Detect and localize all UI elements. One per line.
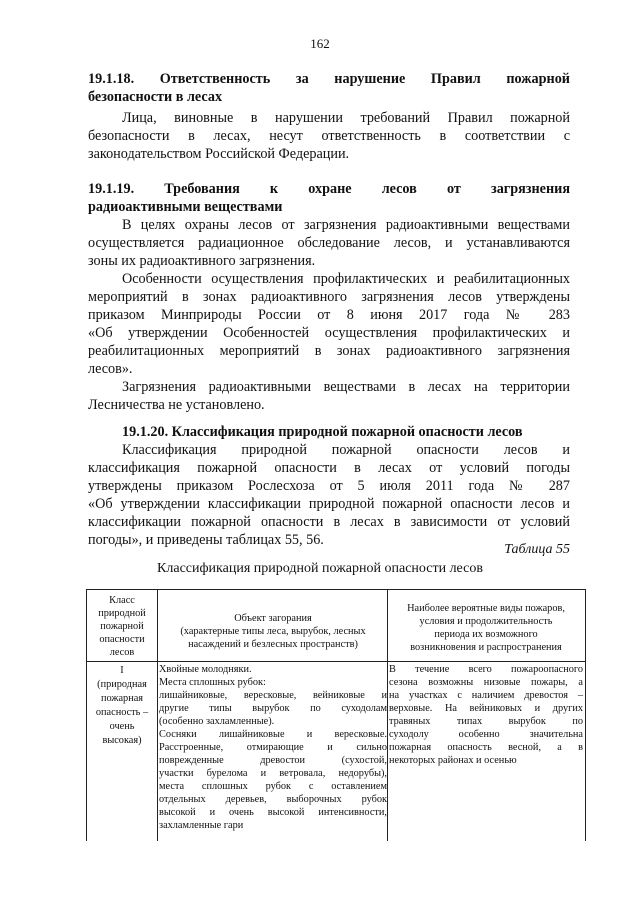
header-class-line: пожарной (100, 621, 144, 632)
fires-cell-line: суходолу особенно значительна (389, 729, 583, 740)
object-cell-line: другие типы вырубок по суходолам (159, 703, 387, 714)
section-heading-19-1-19-line-2: радиоактивными веществами (88, 199, 283, 215)
paragraph-line: безопасности в лесах, несут ответственность в соответствии с (88, 128, 570, 144)
header-object-line: насаждений и безлесных пространств) (188, 639, 358, 650)
object-cell-line: (особенно захламленные). (159, 716, 275, 727)
section-heading-19-1-18-line-2: безопасности в лесах (88, 89, 223, 105)
paragraph-line: классификация пожарной опасности в лесах от условий погоды (88, 460, 570, 476)
column-divider (387, 590, 388, 841)
class-cell-line: I (120, 665, 124, 676)
object-cell-line: Хвойные молодняки. (159, 664, 252, 675)
class-cell-line: очень (109, 721, 135, 732)
object-cell-line: высокой и очень высокой интенсивности, (159, 807, 387, 818)
header-class-line: природной (98, 608, 146, 619)
paragraph-line: «Об утверждении классификации природной пожарной опасности лесов и (88, 496, 570, 512)
paragraph-line: лесов». (88, 361, 133, 377)
paragraph-line: приказом Минприроды России от 8 июня 2017 года № 283 (88, 307, 570, 323)
header-class-line: Класс (109, 595, 135, 606)
class-cell-line: опасность – (95, 707, 149, 718)
paragraph-line: зоны их радиоактивного загрязнения. (88, 253, 316, 269)
object-cell-line: участки бурелома и ветровала, недорубы), (159, 768, 387, 779)
section-heading-19-1-19-line-1: 19.1.19. Требования к охране лесов от загрязнения (88, 181, 570, 197)
paragraph-line: В целях охраны лесов от загрязнения радиоактивными веществами (122, 217, 570, 233)
header-fires-line: Наиболее вероятные виды пожаров, (407, 603, 565, 614)
object-cell-line: Места сплошных рубок: (159, 677, 266, 688)
object-cell-line: отдельных деревьев, выборочных рубок (159, 794, 387, 805)
section-heading-19-1-20: 19.1.20. Классификация природной пожарной опасности лесов (122, 424, 523, 440)
paragraph-line: законодательством Российской Федерации. (88, 146, 350, 162)
object-cell-line: поврежденные древостои (сухостой, (159, 755, 387, 766)
fires-cell-line: верховые. На вейниковых и других (389, 703, 583, 714)
header-fires-line: возникновения и распространения (410, 642, 562, 653)
paragraph-line: Классификация природной пожарной опасности лесов и (122, 442, 570, 458)
page-number: 162 (310, 36, 330, 51)
class-cell-line: пожарная (100, 693, 144, 704)
object-cell-line: Сосняки лишайниковые и вересковые. (159, 729, 387, 740)
class-cell-line: высокая) (102, 735, 142, 746)
section-heading-19-1-18-line-1: 19.1.18. Ответственность за нарушение Правил пожарной (88, 71, 570, 87)
paragraph-line: Особенности осуществления профилактических и реабилитационных (122, 271, 570, 287)
header-object-line: Объект загорания (234, 613, 312, 624)
header-fires-line: условия и продолжительность (419, 616, 553, 627)
paragraph-line: реабилитационных мероприятий в зонах радиоактивного загрязнения (88, 343, 570, 359)
table-title: Классификация природной пожарной опасности лесов (157, 561, 483, 576)
paragraph-line: мероприятий в зонах радиоактивного загрязнения лесов утверждены (88, 289, 570, 305)
fires-cell-line: пожарная опасность весной, а в (389, 742, 583, 753)
header-fires-line: периода их возможного (434, 629, 538, 640)
paragraph-line: классификации пожарной опасности в лесах в зависимости от условий (88, 514, 570, 530)
paragraph-line: утверждены приказом Рослесхоза от 5 июля 2011 года № 287 (88, 478, 570, 494)
column-divider (157, 590, 158, 841)
paragraph-line: «Об утверждении Особенностей осуществления профилактических и (88, 325, 570, 341)
object-cell-line: места сплошных рубок с оставлением (159, 781, 387, 792)
fires-cell-line: некоторых районах и осенью (389, 755, 517, 766)
paragraph-line: осуществляется радиационное обследование лесов, и устанавливаются (88, 235, 570, 251)
object-cell-line: лишайниковые, вересковые, вейниковые и (159, 690, 387, 701)
paragraph-line: Лица, виновные в нарушении требований Правил пожарной (122, 110, 570, 126)
paragraph-line: Лесничества не установлено. (88, 397, 265, 413)
class-cell-line: (природная (97, 679, 147, 690)
table-number: Таблица 55 (504, 542, 570, 557)
fires-cell-line: В течение всего пожароопасного (389, 664, 583, 675)
paragraph-line: Загрязнения радиоактивными веществами в лесах на территории (122, 379, 570, 395)
fires-cell-line: сезона возможны низовые пожары, а (389, 677, 583, 688)
fires-cell-line: травяных типах вырубок по (389, 716, 583, 727)
header-class-line: лесов (109, 647, 135, 658)
classification-table (86, 589, 586, 841)
header-object-line: (характерные типы леса, вырубок, лесных (180, 626, 366, 637)
header-divider (87, 661, 585, 662)
object-cell-line: захламленные гари (159, 820, 244, 831)
paragraph-line: погоды», и приведены таблицах 55, 56. (88, 532, 324, 548)
header-class-line: опасности (99, 634, 145, 645)
fires-cell-line: на участках с наличием древостоя – (389, 690, 583, 701)
object-cell-line: Расстроенные, отмирающие и сильно (159, 742, 387, 753)
